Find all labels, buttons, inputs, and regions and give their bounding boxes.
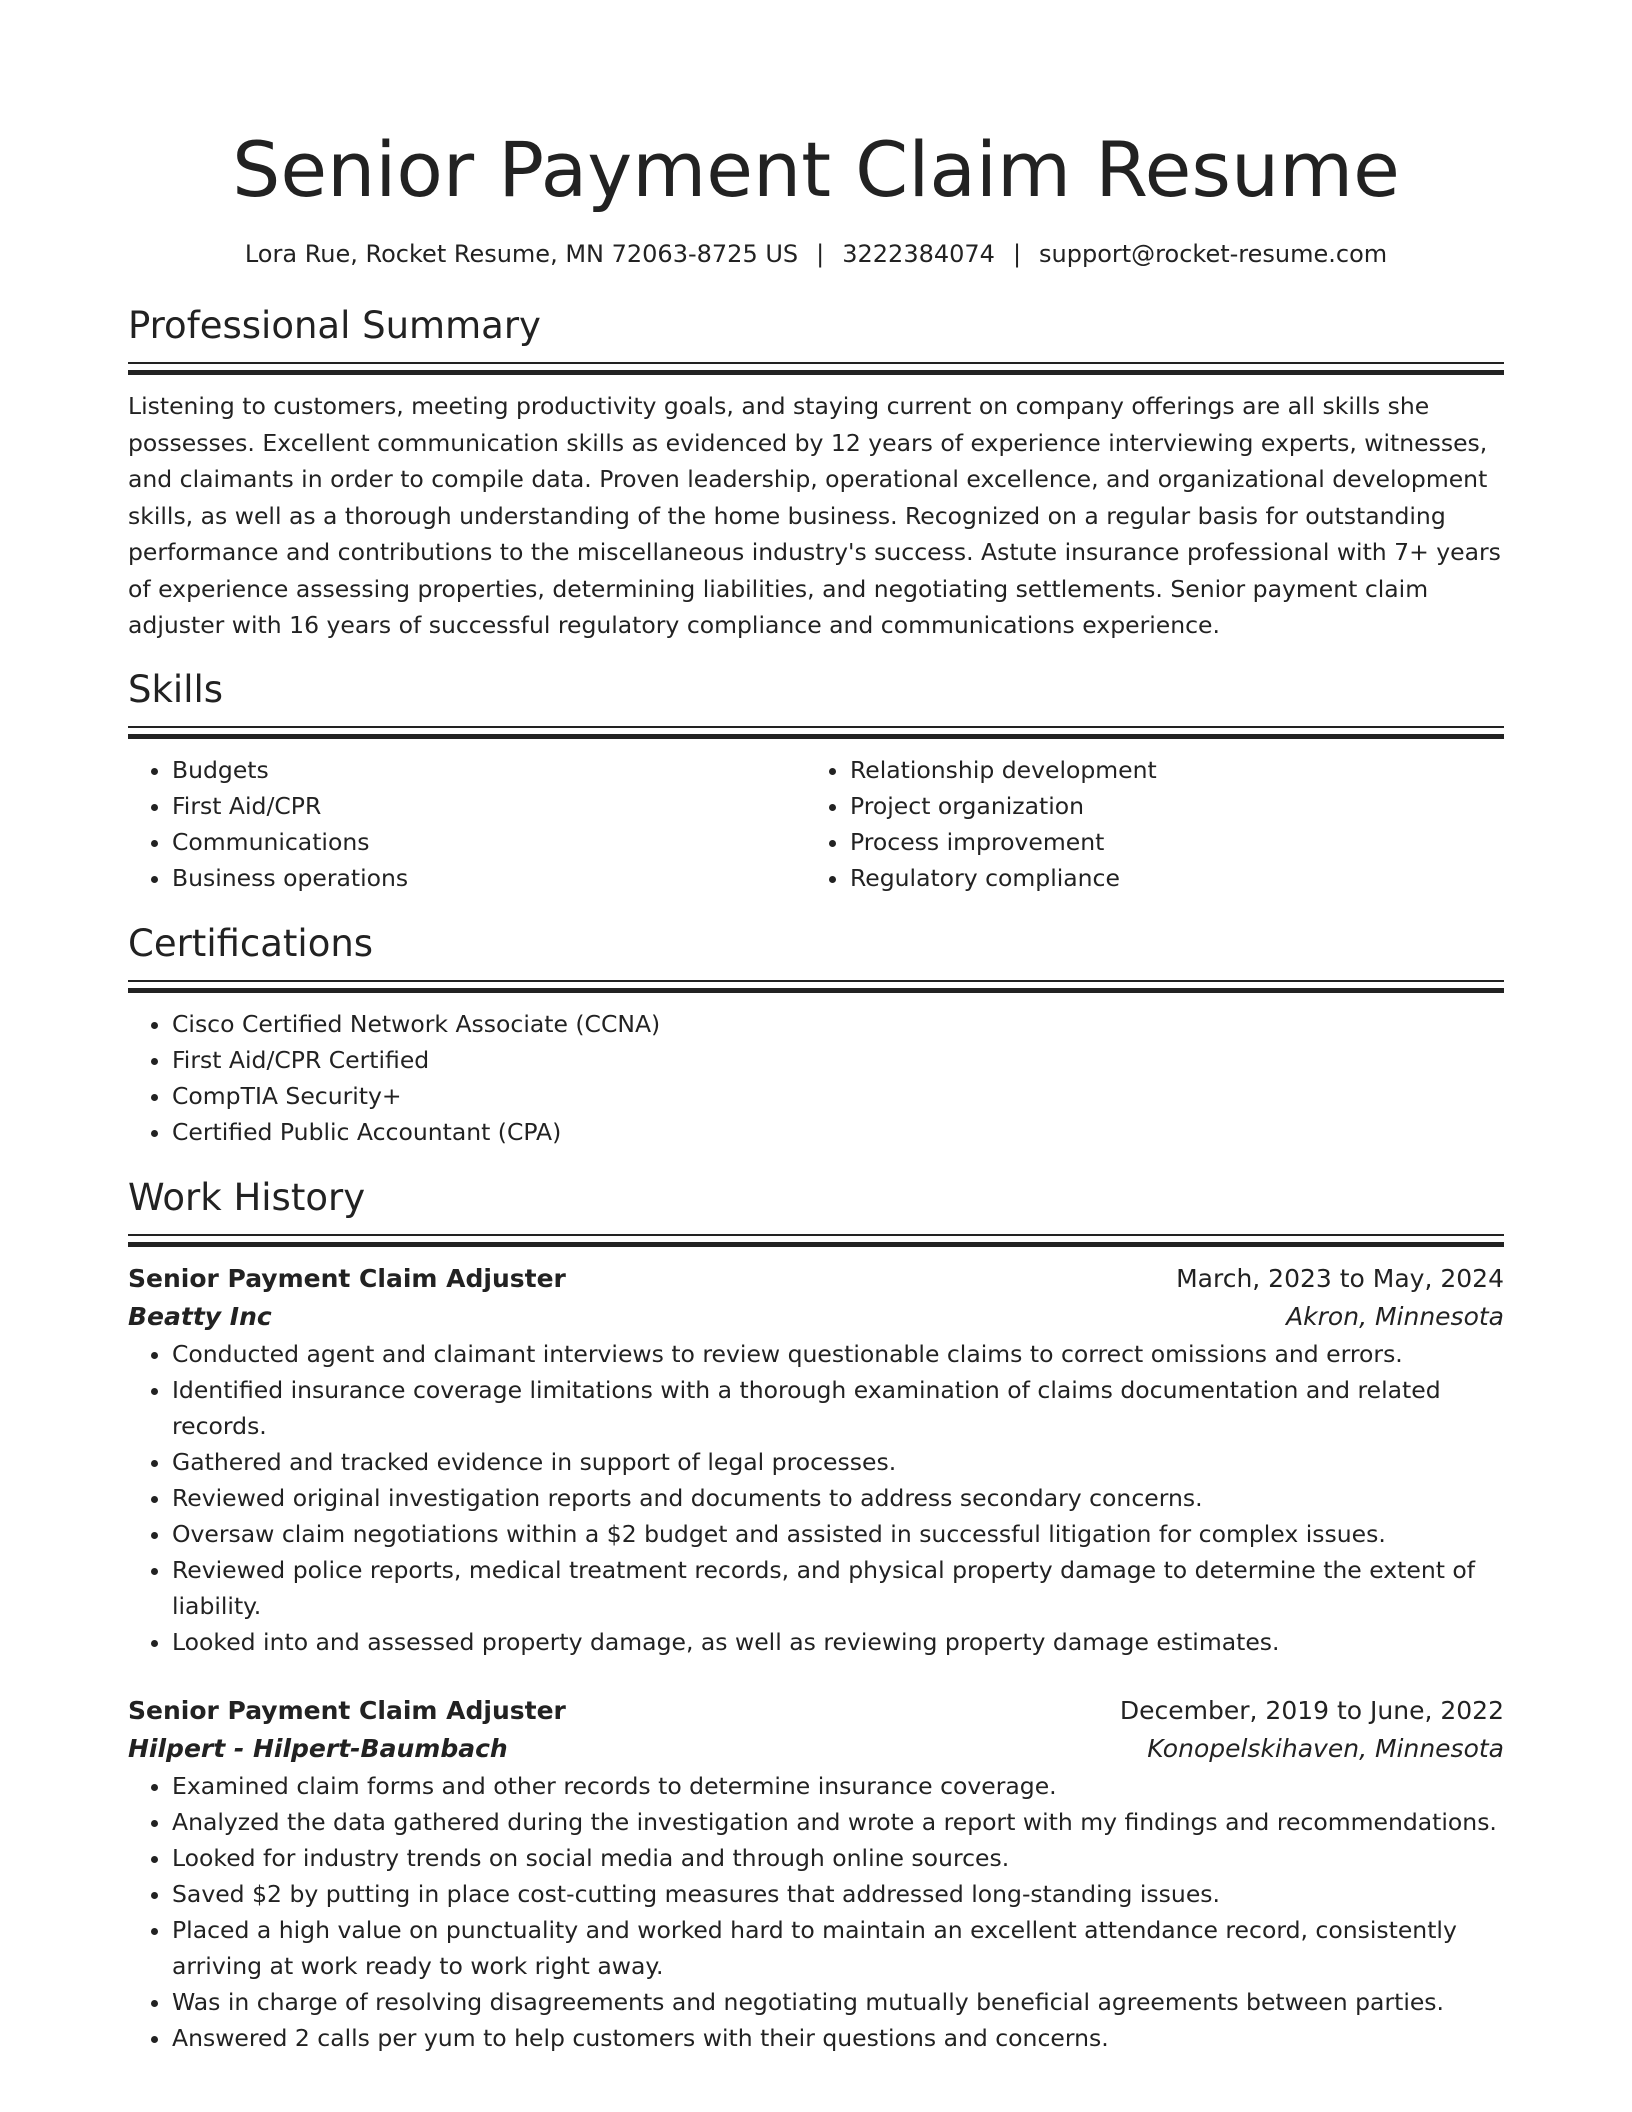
- certification-item: • CompTIA Security+: [172, 1078, 1504, 1114]
- job-header-row: [128, 1692, 1504, 1730]
- certifications-list: [128, 1006, 1504, 1150]
- certification-item: • Certified Public Accountant (CPA): [172, 1114, 1504, 1150]
- skills-grid: [128, 752, 1504, 896]
- work-history-section: [128, 1174, 1504, 2056]
- job-bullet: • Reviewed original investigation reports and documents to address secondary concerns.: [172, 1480, 1504, 1516]
- skill-item: • Budgets: [172, 752, 806, 788]
- job-bullet: • Conducted agent and claimant interviews to review questionable claims to correct omissions and errors.: [172, 1336, 1504, 1372]
- job-location: Akron, Minnesota: [1286, 1301, 1504, 1331]
- section-heading-skills: Skills: [128, 667, 224, 711]
- section-divider: [128, 362, 1504, 374]
- job-dates: March, 2023 to May, 2024: [1176, 1263, 1504, 1293]
- certification-item: • Cisco Certified Network Associate (CCNA): [172, 1006, 1504, 1042]
- job-title: Senior Payment Claim Adjuster: [128, 1263, 566, 1293]
- skills-section: [128, 666, 1504, 896]
- resume-title: Senior Payment Claim Resume: [232, 125, 1400, 214]
- contact-separator: |: [816, 240, 825, 268]
- section-heading-summary: Professional Summary: [128, 304, 541, 347]
- skill-item: • Process improvement: [850, 824, 1504, 860]
- job-bullet: • Answered 2 calls per yum to help customers with their questions and concerns.: [172, 2020, 1504, 2056]
- skills-column-right: [806, 752, 1504, 896]
- job-subheader-row: [128, 1298, 1504, 1336]
- job-bullet: • Looked for industry trends on social media and through online sources.: [172, 1840, 1504, 1876]
- certifications-section: [128, 920, 1504, 1150]
- certification-item: • First Aid/CPR Certified: [172, 1042, 1504, 1078]
- contact-phone: 3222384074: [842, 240, 995, 268]
- job-bullet: • Reviewed police reports, medical treatment records, and physical property damage to determine the extent of liability.: [172, 1552, 1504, 1624]
- job-bullet: • Examined claim forms and other records to determine insurance coverage.: [172, 1768, 1504, 1804]
- skill-item: • Communications: [172, 824, 806, 860]
- job-entry: [128, 1692, 1504, 2056]
- section-heading-work-history: Work History: [128, 1175, 366, 1219]
- job-bullet: • Analyzed the data gathered during the investigation and wrote a report with my findings and recommendations.: [172, 1804, 1504, 1840]
- skills-list-right: [806, 752, 1504, 896]
- section-heading-certifications: Certifications: [128, 921, 374, 965]
- job-bullet: • Looked into and assessed property damage, as well as reviewing property damage estimates.: [172, 1624, 1504, 1660]
- contact-email[interactable]: support@rocket-resume.com: [1039, 240, 1388, 268]
- job-bullet: • Saved $2 by putting in place cost-cutting measures that addressed long-standing issues.: [172, 1876, 1504, 1912]
- job-bullet: • Gathered and tracked evidence in support of legal processes.: [172, 1444, 1504, 1480]
- section-divider: [128, 980, 1504, 992]
- job-bullet: • Placed a high value on punctuality and worked hard to maintain an excellent attendance record, consistently arriving at work ready to work right away.: [172, 1912, 1504, 1984]
- section-divider: [128, 1234, 1504, 1246]
- job-bullet: • Oversaw claim negotiations within a $2 budget and assisted in successful litigation for complex issues.: [172, 1516, 1504, 1552]
- job-bullet: • Identified insurance coverage limitations with a thorough examination of claims documentation and related records.: [172, 1372, 1504, 1444]
- job-bullet-list: [128, 1336, 1504, 1660]
- contact-address: Lora Rue, Rocket Resume, MN 72063-8725 US: [244, 240, 799, 268]
- job-dates: December, 2019 to June, 2022: [1119, 1695, 1504, 1725]
- skills-column-left: [128, 752, 806, 896]
- job-subheader-row: [128, 1730, 1504, 1768]
- job-company: Beatty Inc: [128, 1301, 272, 1331]
- contact-line: [128, 238, 1504, 270]
- skill-item: • First Aid/CPR: [172, 788, 806, 824]
- skill-item: • Relationship development: [850, 752, 1504, 788]
- job-company: Hilpert - Hilpert-Baumbach: [128, 1733, 508, 1763]
- job-title: Senior Payment Claim Adjuster: [128, 1695, 566, 1725]
- skills-list-left: [128, 752, 806, 896]
- section-divider: [128, 726, 1504, 738]
- contact-separator: |: [1012, 240, 1022, 268]
- job-bullet-list: [128, 1768, 1504, 2056]
- job-entry: [128, 1260, 1504, 1660]
- skill-item: • Regulatory compliance: [850, 860, 1504, 896]
- summary-text: Listening to customers, meeting productivity goals, and staying current on company offerings are all skills she possesses. Excellent communication skills as evidenced by 12 years of experience interviewing experts, witnesses, and claimants in order to compile data. Proven leadership, operational excellence, and organizational development skills, as well as a thorough understanding of the home business. Recognized on a regular basis for outstanding performance and contributions to the miscellaneous industry's success. Astute insurance professional with 7+ years of experience assessing properties, determining liabilities, and negotiating settlements. Senior payment claim adjuster with 16 years of successful regulatory compliance and communications experience.: [128, 392, 1501, 639]
- skill-item: • Business operations: [172, 860, 806, 896]
- job-location: Konopelskihaven, Minnesota: [1147, 1733, 1504, 1763]
- job-bullet: • Was in charge of resolving disagreements and negotiating mutually beneficial agreements between parties.: [172, 1984, 1504, 2020]
- job-header-row: [128, 1260, 1504, 1298]
- resume-page: [128, 0, 1504, 2056]
- summary-section: [128, 302, 1504, 644]
- skill-item: • Project organization: [850, 788, 1504, 824]
